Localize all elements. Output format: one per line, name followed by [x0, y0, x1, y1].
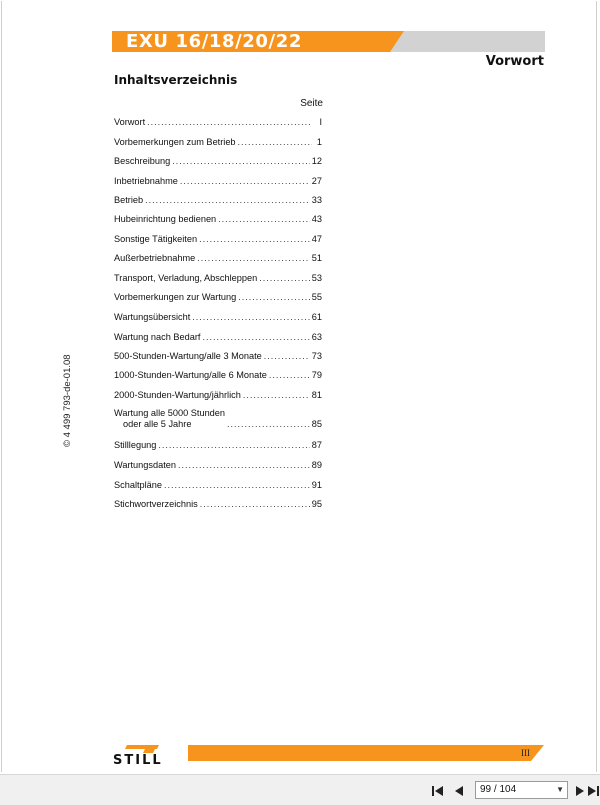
page-column-label: Seite [300, 98, 323, 109]
toc-leader-dots [200, 498, 310, 510]
page-number-roman: III [521, 748, 530, 758]
toc-leader-dots [218, 213, 310, 225]
section-title: Vorwort [485, 54, 544, 69]
toc-entry-page: 79 [311, 370, 322, 380]
toc-entry-page: 89 [311, 460, 322, 470]
toc-heading: Inhaltsverzeichnis [114, 73, 238, 87]
toc-entry-page: 73 [311, 351, 322, 361]
toc-leader-dots [238, 291, 310, 303]
toc-entry-label: Transport, Verladung, Abschleppen [114, 273, 258, 283]
toc-entry[interactable] [114, 116, 322, 128]
toc-entry[interactable] [114, 498, 322, 510]
document-number: © 4 499 793-de-01.08 [62, 354, 73, 447]
toc-entry[interactable] [114, 175, 322, 187]
toc-entry[interactable] [114, 136, 322, 148]
toc-entry-label: Wartungsdaten [114, 460, 176, 470]
toc-entry-label: Beschreibung [114, 156, 171, 166]
next-page-icon[interactable] [572, 783, 588, 799]
still-logo [113, 745, 179, 765]
toc-entry-label: Wartung nach Bedarf [114, 332, 201, 342]
toc-entry[interactable] [114, 233, 322, 245]
toc-entry-label: Vorbemerkungen zum Betrieb [114, 137, 236, 147]
toc-entry-label: 500-Stunden-Wartung/alle 3 Monate [114, 351, 262, 361]
toc-entry-page: I [319, 117, 322, 127]
toc-entry-label-line1: Wartung alle 5000 Stunden [114, 408, 226, 418]
first-page-icon[interactable] [430, 783, 446, 799]
toc-entry-label: Vorwort [114, 117, 146, 127]
toc-entry-page: 85 [311, 419, 322, 429]
toc-entry-label: Außerbetriebnahme [114, 253, 196, 263]
toc-entry-label: Stichwortverzeichnis [114, 499, 198, 509]
toc-leader-dots [158, 439, 309, 451]
toc-entry-page: 87 [311, 440, 322, 450]
toc-entry-page: 12 [311, 156, 322, 166]
toc-entry-label: Betrieb [114, 195, 144, 205]
toc-entry-label: Wartungsübersicht [114, 312, 191, 322]
svg-text:STILL: STILL [113, 753, 163, 765]
toc-entry-page: 33 [311, 195, 322, 205]
toc-entry-label [114, 408, 225, 430]
chevron-down-icon: ▼ [556, 785, 564, 794]
toc-entry[interactable] [114, 311, 322, 323]
toc-entry[interactable] [114, 369, 322, 381]
toc-entry-label: Inbetriebnahme [114, 176, 178, 186]
toc-entry[interactable] [114, 331, 322, 343]
toc-leader-dots [243, 389, 310, 401]
toc-leader-dots [199, 233, 310, 245]
toc-entry[interactable] [114, 479, 322, 491]
toc-entry-label: Hubeinrichtung bedienen [114, 214, 217, 224]
toc-leader-dots [180, 175, 310, 187]
toc-entry-page: 53 [311, 273, 322, 283]
toc-entry-page: 51 [311, 253, 322, 263]
toc-leader-dots [264, 350, 310, 362]
toc-entry-label: Stilllegung [114, 440, 157, 450]
footer-band [188, 745, 544, 761]
toc-entry[interactable] [114, 194, 322, 206]
toc-entry-page: 91 [311, 480, 322, 490]
toc-entry-label: Sonstige Tätigkeiten [114, 234, 198, 244]
toc-entry-label: Vorbemerkungen zur Wartung [114, 292, 237, 302]
toc-entry-page: 81 [311, 390, 322, 400]
toc-entry-label: 2000-Stunden-Wartung/jährlich [114, 390, 241, 400]
toc-leader-dots [145, 194, 310, 206]
header-band [112, 31, 545, 52]
toc-entry[interactable] [114, 350, 322, 362]
last-page-icon[interactable] [588, 783, 600, 799]
toc-leader-dots [172, 155, 310, 167]
document-title: EXU 16/18/20/22 [126, 31, 302, 52]
toc-leader-dots [269, 369, 310, 381]
page-selector-value: 99 / 104 [480, 784, 517, 795]
toc-entry[interactable] [114, 291, 322, 303]
toc-entry-label: Schaltpläne [114, 480, 163, 490]
toc-leader-dots [147, 116, 312, 128]
toc-leader-dots [227, 418, 310, 430]
toc-leader-dots [197, 252, 310, 264]
toc-entry[interactable] [114, 252, 322, 264]
toc-entry-label-line2: oder alle 5 Jahre [123, 419, 192, 429]
toc-entry-page: 61 [311, 312, 322, 322]
toc-entry-page: 55 [311, 292, 322, 302]
previous-page-icon[interactable] [451, 783, 467, 799]
toc-entry[interactable] [114, 408, 322, 430]
toc-entry-page: 43 [311, 214, 322, 224]
toc-leader-dots [164, 479, 310, 491]
toc-entry-page: 27 [311, 176, 322, 186]
toc-entry[interactable] [114, 213, 322, 225]
toc-entry[interactable] [114, 459, 322, 471]
toc-entry[interactable] [114, 272, 322, 284]
toc-leader-dots [259, 272, 310, 284]
toc-leader-dots [202, 331, 309, 343]
toc-entry-page: 63 [311, 332, 322, 342]
toc-entry[interactable] [114, 439, 322, 451]
page-selector[interactable] [475, 781, 568, 799]
toc-entry-page: 95 [311, 499, 322, 509]
pdf-viewer-toolbar [0, 774, 600, 805]
toc-entry-page: 1 [316, 137, 322, 147]
toc-leader-dots [238, 136, 312, 148]
toc-entry-label: 1000-Stunden-Wartung/alle 6 Monate [114, 370, 267, 380]
toc-leader-dots [192, 311, 310, 323]
toc-entry[interactable] [114, 155, 322, 167]
toc-leader-dots [178, 459, 310, 471]
toc-entry-page: 47 [311, 234, 322, 244]
toc-entry[interactable] [114, 389, 322, 401]
